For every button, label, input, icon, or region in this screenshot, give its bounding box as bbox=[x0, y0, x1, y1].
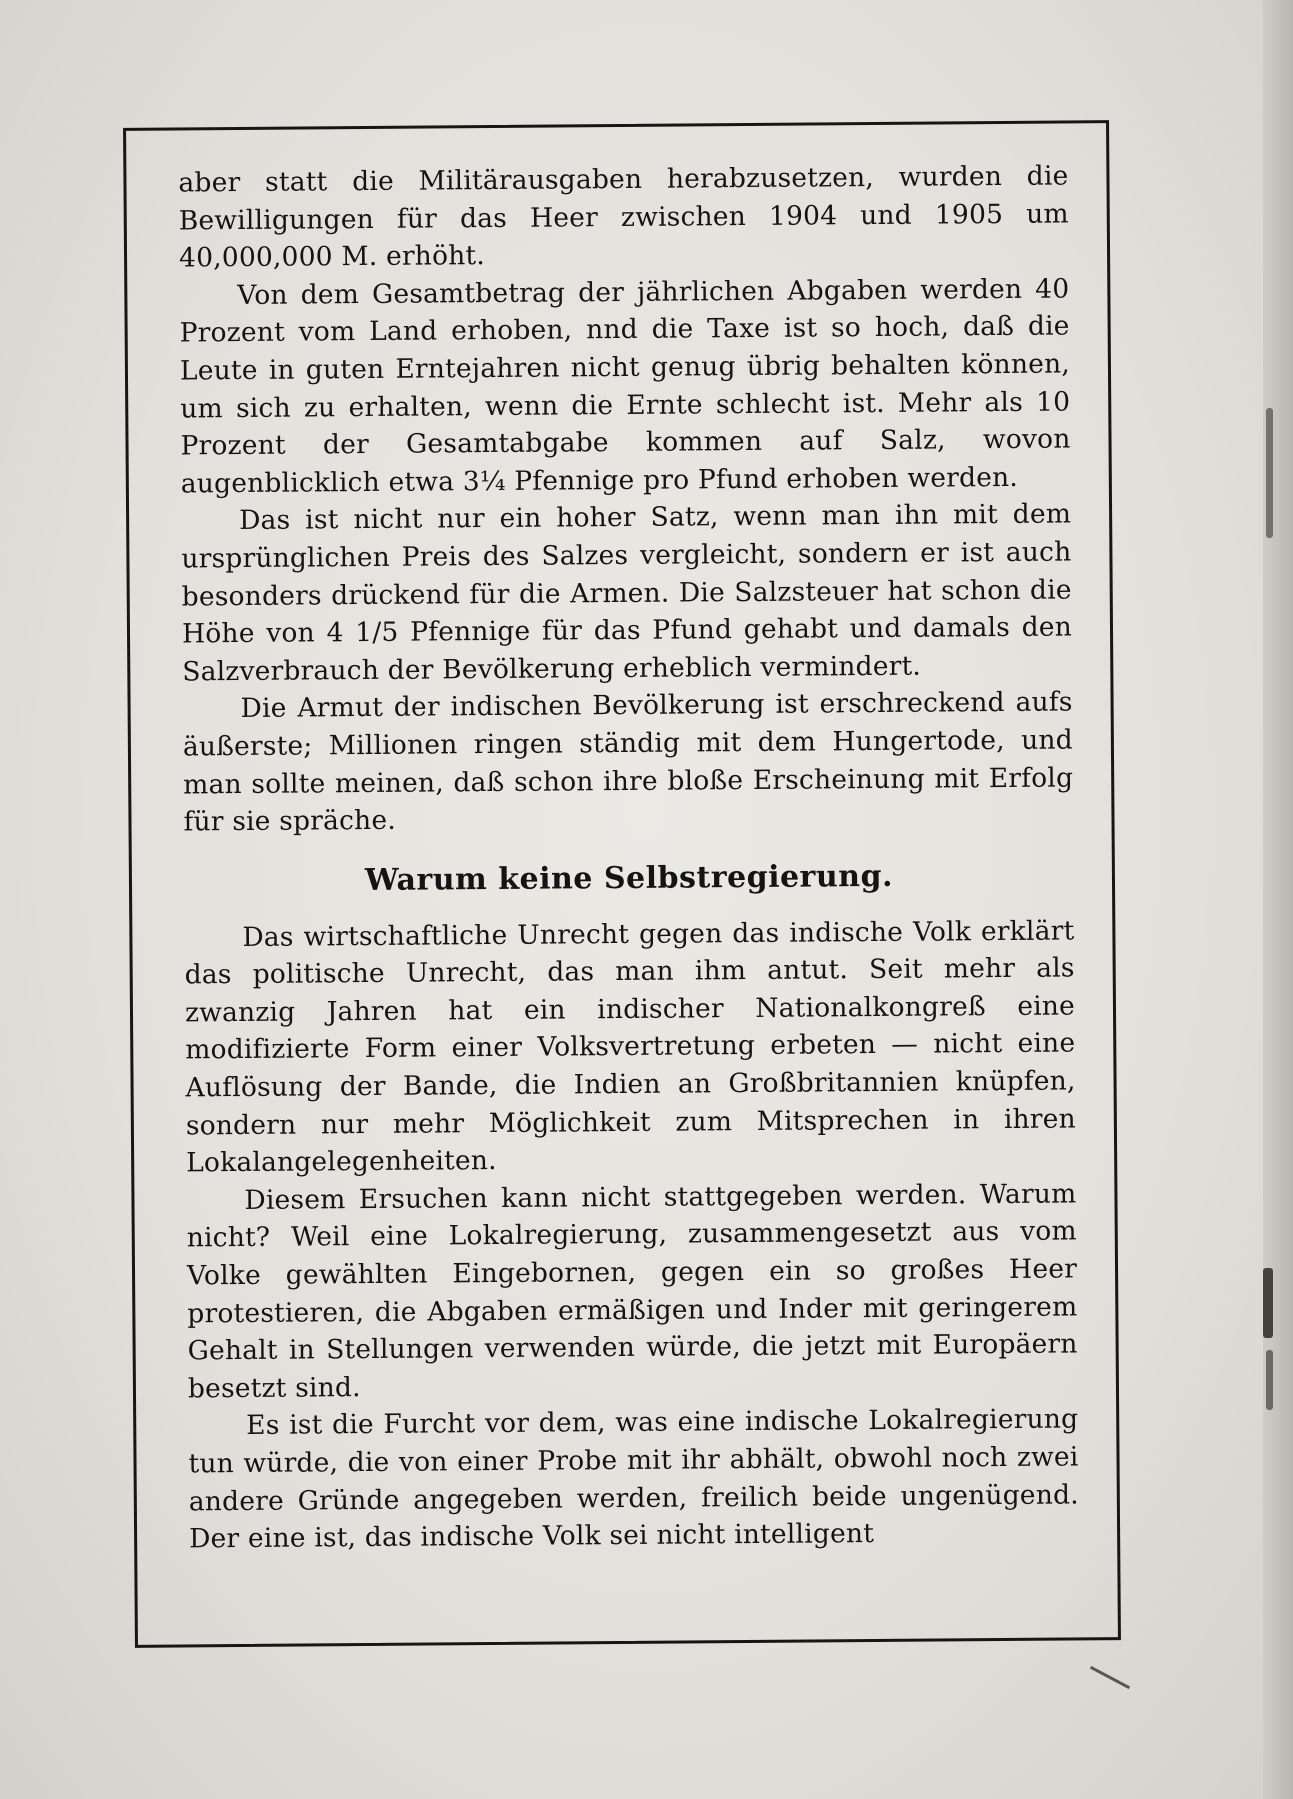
text-frame bbox=[123, 120, 1121, 1648]
paragraph-fear-of-government: Es ist die Furcht vor dem, was eine indische Lokalregierung tun würde, die von einer Probe mit ihr abhält, obwohl noch zwei andere Gründe angegeben werden, freilich beide ungenügend. Der eine ist, das indische Volk sei nicht intelligent bbox=[188, 1403, 1079, 1555]
paragraph-request-denied: Diesem Ersuchen kann nicht stattgegeben werden. Warum nicht? Weil eine Lokalregierung, zusammengesetzt aus vom Volke gewählten Eingebornen, gegen ein so großes Heer protestieren, die Abgaben ermäßigen und Inder mit geringerem Gehalt in Stellungen verwenden würde, die jetzt mit Europäern besetzt sind. bbox=[186, 1178, 1078, 1405]
paragraph-land-tax: Von dem Gesamtbetrag der jährlichen Abgaben werden 40 Prozent vom Land erhoben, nnd die Taxe ist so hoch, daß die Leute in guten Erntejahren nicht genug übrig behalten können, um sich zu erhalten, wenn die Ernte schlecht ist. Mehr als 10 Prozent der Gesamtabgabe kommen auf Salz, wovon augenblicklich etwa 3¼ Pfennige pro Pfund erhoben werden. bbox=[179, 273, 1071, 500]
page-scratch-mark bbox=[1090, 1666, 1130, 1689]
binding-mark bbox=[1266, 408, 1273, 538]
text-body bbox=[178, 157, 1079, 1558]
paragraph-continuation: aber statt die Militärausgaben herabzusetzen, wurden die Bewilligungen für das Heer zwischen 1904 und 1905 um 40,000,000 M. erhöht. bbox=[178, 160, 1069, 274]
paragraph-salt-tax: Das ist nicht nur ein hoher Satz, wenn man ihn mit dem ursprünglichen Preis des Salzes vergleicht, sondern er ist auch besonders drückend für die Armen. Die Salzsteuer hat schon die Höhe von 4 1/5 Pfennige für das Pfund gehabt und damals den Salzverbrauch der Bevölkerung erheblich vermindert. bbox=[181, 498, 1073, 688]
binding-mark bbox=[1266, 1350, 1273, 1410]
paragraph-poverty: Die Armut der indischen Bevölkerung ist erschreckend aufs äußerste; Millionen ringen ständig mit dem Hungertode, und man sollte meinen, daß schon ihre bloße Erscheinung mit Erfolg für sie spräche. bbox=[182, 686, 1074, 838]
page-edge-shadow bbox=[1263, 0, 1293, 1799]
paragraph-national-congress: Das wirtschaftliche Unrecht gegen das indische Volk erklärt das politische Unrecht, das man ihm antut. Seit mehr als zwanzig Jahren hat ein indischer Nationalkongreß eine modifizierte Form einer Volksvertretung erbeten — nicht eine Auflösung der Bande, die Indien an Großbritannien knüpfen, sondern nur mehr Möglichkeit zum Mitsprechen in ihren Lokalangelegenheiten. bbox=[184, 915, 1076, 1179]
section-heading: Warum keine Selbstregierung. bbox=[364, 858, 894, 898]
binding-mark bbox=[1263, 1268, 1273, 1338]
